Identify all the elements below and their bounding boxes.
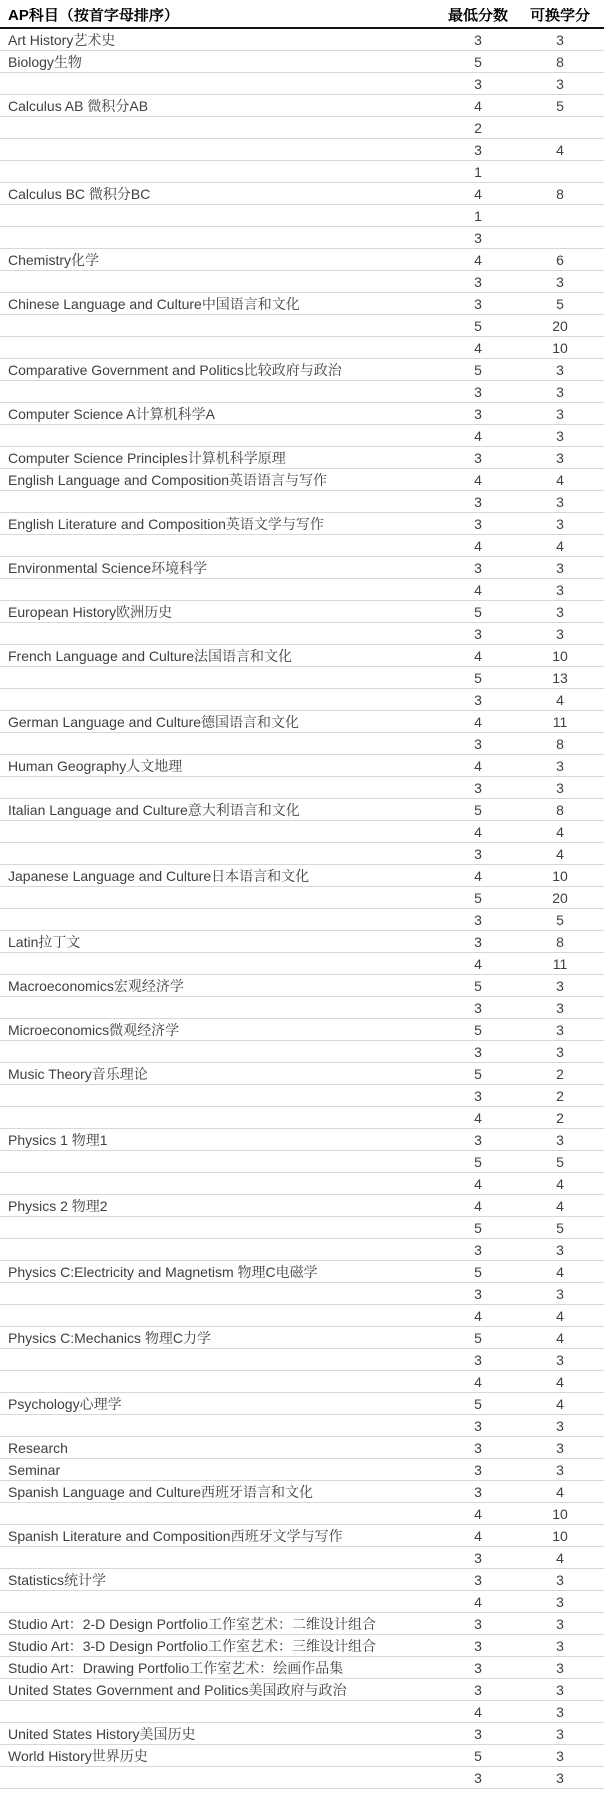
cell-subject: English Literature and Composition英语文学与写作 bbox=[8, 515, 324, 532]
cell-credits: 3 bbox=[556, 449, 564, 466]
cell-credits: 3 bbox=[556, 603, 564, 620]
cell-credits: 3 bbox=[556, 405, 564, 422]
cell-min-score: 3 bbox=[474, 1351, 482, 1368]
table-row bbox=[0, 491, 604, 513]
table-row bbox=[0, 1305, 604, 1327]
cell-credits: 10 bbox=[552, 1505, 568, 1522]
cell-subject: Calculus AB 微积分AB bbox=[8, 97, 149, 114]
cell-min-score: 4 bbox=[474, 1175, 482, 1192]
cell-subject: Physics C:Mechanics 物理C力学 bbox=[8, 1329, 212, 1346]
cell-subject: Human Geography人文地理 bbox=[8, 757, 183, 774]
cell-subject: Microeconomics微观经济学 bbox=[8, 1021, 180, 1038]
cell-credits: 3 bbox=[556, 581, 564, 598]
cell-min-score: 4 bbox=[474, 251, 482, 268]
cell-credits: 3 bbox=[556, 1351, 564, 1368]
cell-min-score: 5 bbox=[474, 1395, 482, 1412]
table-row bbox=[0, 161, 604, 183]
table-row bbox=[0, 293, 604, 315]
cell-credits: 3 bbox=[556, 625, 564, 642]
cell-credits: 3 bbox=[556, 273, 564, 290]
table-row bbox=[0, 1679, 604, 1701]
cell-credits: 4 bbox=[556, 1483, 564, 1500]
table-row bbox=[0, 1063, 604, 1085]
cell-credits: 10 bbox=[552, 867, 568, 884]
cell-min-score: 4 bbox=[474, 471, 482, 488]
table-row bbox=[0, 1723, 604, 1745]
cell-credits: 13 bbox=[552, 669, 568, 686]
table-row bbox=[0, 73, 604, 95]
cell-min-score: 4 bbox=[474, 1527, 482, 1544]
table-row bbox=[0, 1701, 604, 1723]
cell-credits: 20 bbox=[552, 889, 568, 906]
table-row bbox=[0, 337, 604, 359]
table-row bbox=[0, 1767, 604, 1789]
cell-min-score: 4 bbox=[474, 713, 482, 730]
cell-credits: 3 bbox=[556, 1461, 564, 1478]
table-row bbox=[0, 1547, 604, 1569]
table-row bbox=[0, 799, 604, 821]
table-body bbox=[0, 29, 604, 1789]
table-row bbox=[0, 1591, 604, 1613]
cell-subject: Chemistry化学 bbox=[8, 251, 100, 268]
cell-credits: 3 bbox=[556, 1241, 564, 1258]
cell-min-score: 3 bbox=[474, 31, 482, 48]
cell-min-score: 5 bbox=[474, 1021, 482, 1038]
table-row bbox=[0, 1151, 604, 1173]
cell-subject: Art History艺术史 bbox=[8, 31, 116, 48]
cell-credits: 3 bbox=[556, 1571, 564, 1588]
cell-min-score: 4 bbox=[474, 955, 482, 972]
cell-credits: 8 bbox=[556, 735, 564, 752]
cell-subject: World History世界历史 bbox=[8, 1747, 148, 1764]
cell-credits: 3 bbox=[556, 31, 564, 48]
cell-credits: 3 bbox=[556, 427, 564, 444]
cell-min-score: 3 bbox=[474, 735, 482, 752]
cell-credits: 2 bbox=[556, 1065, 564, 1082]
cell-min-score: 4 bbox=[474, 823, 482, 840]
cell-subject: Computer Science A计算机科学A bbox=[8, 405, 215, 422]
table-row bbox=[0, 909, 604, 931]
table-row bbox=[0, 205, 604, 227]
cell-credits: 3 bbox=[556, 1769, 564, 1786]
cell-credits: 3 bbox=[556, 1681, 564, 1698]
cell-credits: 4 bbox=[556, 471, 564, 488]
cell-credits: 3 bbox=[556, 493, 564, 510]
cell-subject: Environmental Science环境科学 bbox=[8, 559, 208, 576]
cell-credits: 3 bbox=[556, 1285, 564, 1302]
table-row bbox=[0, 1415, 604, 1437]
cell-subject: Macroeconomics宏观经济学 bbox=[8, 977, 184, 994]
cell-credits: 8 bbox=[556, 53, 564, 70]
cell-min-score: 3 bbox=[474, 75, 482, 92]
cell-credits: 6 bbox=[556, 251, 564, 268]
cell-min-score: 3 bbox=[474, 1131, 482, 1148]
cell-credits: 4 bbox=[556, 1395, 564, 1412]
cell-min-score: 4 bbox=[474, 1593, 482, 1610]
table-row bbox=[0, 1019, 604, 1041]
table-row bbox=[0, 381, 604, 403]
table-row bbox=[0, 117, 604, 139]
cell-credits: 4 bbox=[556, 1549, 564, 1566]
table-row bbox=[0, 403, 604, 425]
table-row bbox=[0, 623, 604, 645]
table-row bbox=[0, 645, 604, 667]
table-row bbox=[0, 227, 604, 249]
cell-credits: 8 bbox=[556, 185, 564, 202]
cell-credits: 5 bbox=[556, 1219, 564, 1236]
cell-min-score: 3 bbox=[474, 1571, 482, 1588]
table-row bbox=[0, 1745, 604, 1767]
cell-min-score: 3 bbox=[474, 1725, 482, 1742]
table-row bbox=[0, 865, 604, 887]
cell-subject: English Language and Composition英语语言与写作 bbox=[8, 471, 328, 488]
cell-min-score: 3 bbox=[474, 273, 482, 290]
cell-min-score: 3 bbox=[474, 1461, 482, 1478]
cell-credits: 2 bbox=[556, 1109, 564, 1126]
cell-credits: 11 bbox=[552, 955, 568, 972]
table-row bbox=[0, 755, 604, 777]
cell-min-score: 3 bbox=[474, 1659, 482, 1676]
cell-credits: 11 bbox=[552, 713, 568, 730]
cell-min-score: 3 bbox=[474, 1087, 482, 1104]
cell-credits: 3 bbox=[556, 1417, 564, 1434]
cell-min-score: 3 bbox=[474, 1439, 482, 1456]
cell-min-score: 5 bbox=[474, 1065, 482, 1082]
cell-min-score: 4 bbox=[474, 1109, 482, 1126]
cell-min-score: 3 bbox=[474, 449, 482, 466]
cell-subject: European History欧洲历史 bbox=[8, 603, 173, 620]
table-row bbox=[0, 1173, 604, 1195]
cell-min-score: 3 bbox=[474, 999, 482, 1016]
cell-min-score: 4 bbox=[474, 757, 482, 774]
column-header-subject: AP科目（按首字母排序） bbox=[8, 7, 179, 24]
cell-credits: 8 bbox=[556, 801, 564, 818]
table-row bbox=[0, 667, 604, 689]
table-row bbox=[0, 1481, 604, 1503]
cell-credits: 3 bbox=[556, 559, 564, 576]
cell-credits: 10 bbox=[552, 1527, 568, 1544]
table-row bbox=[0, 249, 604, 271]
cell-min-score: 4 bbox=[474, 867, 482, 884]
cell-subject: Psychology心理学 bbox=[8, 1395, 122, 1412]
cell-credits: 3 bbox=[556, 1725, 564, 1742]
cell-min-score: 3 bbox=[474, 1769, 482, 1786]
cell-min-score: 5 bbox=[474, 1219, 482, 1236]
table-row bbox=[0, 51, 604, 73]
cell-min-score: 3 bbox=[474, 1615, 482, 1632]
cell-credits: 4 bbox=[556, 1307, 564, 1324]
table-row bbox=[0, 1393, 604, 1415]
cell-min-score: 5 bbox=[474, 1263, 482, 1280]
table-row bbox=[0, 447, 604, 469]
cell-min-score: 5 bbox=[474, 801, 482, 818]
cell-min-score: 3 bbox=[474, 515, 482, 532]
cell-credits: 3 bbox=[556, 757, 564, 774]
cell-min-score: 5 bbox=[474, 361, 482, 378]
cell-credits: 3 bbox=[556, 1043, 564, 1060]
cell-credits: 3 bbox=[556, 361, 564, 378]
cell-min-score: 3 bbox=[474, 493, 482, 510]
cell-subject: Computer Science Principles计算机科学原理 bbox=[8, 449, 286, 466]
cell-min-score: 4 bbox=[474, 1505, 482, 1522]
cell-subject: Studio Art：3-D Design Portfolio工作室艺术：三维设计组合 bbox=[8, 1637, 376, 1654]
cell-min-score: 3 bbox=[474, 1043, 482, 1060]
table-row bbox=[0, 821, 604, 843]
table-row bbox=[0, 1283, 604, 1305]
cell-min-score: 4 bbox=[474, 1703, 482, 1720]
cell-min-score: 3 bbox=[474, 1285, 482, 1302]
table-row bbox=[0, 931, 604, 953]
cell-credits: 4 bbox=[556, 1175, 564, 1192]
cell-credits: 4 bbox=[556, 691, 564, 708]
cell-min-score: 3 bbox=[474, 779, 482, 796]
cell-credits: 3 bbox=[556, 75, 564, 92]
cell-subject: United States Government and Politics美国政府与政治 bbox=[8, 1681, 347, 1698]
cell-min-score: 4 bbox=[474, 1373, 482, 1390]
cell-min-score: 5 bbox=[474, 1329, 482, 1346]
cell-credits: 3 bbox=[556, 999, 564, 1016]
cell-subject: Music Theory音乐理论 bbox=[8, 1065, 148, 1082]
cell-credits: 3 bbox=[556, 1637, 564, 1654]
cell-credits: 3 bbox=[556, 383, 564, 400]
column-header-min-score: 最低分数 bbox=[447, 7, 508, 24]
cell-subject: Chinese Language and Culture中国语言和文化 bbox=[8, 295, 300, 312]
table-row bbox=[0, 1085, 604, 1107]
table-row bbox=[0, 1657, 604, 1679]
table-row bbox=[0, 1525, 604, 1547]
cell-min-score: 3 bbox=[474, 229, 482, 246]
cell-credits: 3 bbox=[556, 977, 564, 994]
table-row bbox=[0, 1613, 604, 1635]
cell-min-score: 4 bbox=[474, 581, 482, 598]
cell-credits: 20 bbox=[552, 317, 568, 334]
cell-min-score: 5 bbox=[474, 1153, 482, 1170]
column-header-credits: 可换学分 bbox=[529, 7, 590, 24]
cell-min-score: 5 bbox=[474, 53, 482, 70]
cell-subject: Comparative Government and Politics比较政府与政治 bbox=[8, 361, 342, 378]
cell-min-score: 2 bbox=[474, 119, 482, 136]
cell-subject: German Language and Culture德国语言和文化 bbox=[8, 713, 300, 730]
cell-credits: 3 bbox=[556, 1439, 564, 1456]
table-row bbox=[0, 843, 604, 865]
cell-min-score: 5 bbox=[474, 977, 482, 994]
cell-min-score: 3 bbox=[474, 559, 482, 576]
cell-min-score: 5 bbox=[474, 889, 482, 906]
table-row bbox=[0, 975, 604, 997]
cell-subject: Italian Language and Culture意大利语言和文化 bbox=[8, 801, 300, 818]
cell-subject: Statistics统计学 bbox=[8, 1571, 107, 1588]
cell-credits: 3 bbox=[556, 779, 564, 796]
cell-subject: Physics 1 物理1 bbox=[8, 1131, 108, 1148]
table-row bbox=[0, 359, 604, 381]
table-row bbox=[0, 29, 604, 51]
table-row bbox=[0, 1437, 604, 1459]
table-row bbox=[0, 557, 604, 579]
cell-subject: Research bbox=[8, 1439, 68, 1456]
table-row bbox=[0, 1349, 604, 1371]
table-row bbox=[0, 711, 604, 733]
cell-subject: Spanish Language and Culture西班牙语言和文化 bbox=[8, 1483, 314, 1500]
table-row bbox=[0, 953, 604, 975]
cell-subject: Biology生物 bbox=[8, 53, 82, 70]
cell-credits: 4 bbox=[556, 537, 564, 554]
cell-credits: 5 bbox=[556, 1153, 564, 1170]
table-row bbox=[0, 1041, 604, 1063]
table-row bbox=[0, 315, 604, 337]
cell-credits: 4 bbox=[556, 1197, 564, 1214]
cell-credits: 3 bbox=[556, 1747, 564, 1764]
table-row bbox=[0, 469, 604, 491]
table-row bbox=[0, 1239, 604, 1261]
table-row bbox=[0, 1327, 604, 1349]
cell-subject: Calculus BC 微积分BC bbox=[8, 185, 151, 202]
table-row bbox=[0, 1569, 604, 1591]
table-row bbox=[0, 183, 604, 205]
table-row bbox=[0, 1635, 604, 1657]
cell-credits: 4 bbox=[556, 823, 564, 840]
cell-credits: 5 bbox=[556, 97, 564, 114]
cell-min-score: 3 bbox=[474, 625, 482, 642]
cell-min-score: 3 bbox=[474, 933, 482, 950]
cell-min-score: 3 bbox=[474, 141, 482, 158]
cell-min-score: 4 bbox=[474, 97, 482, 114]
cell-min-score: 4 bbox=[474, 427, 482, 444]
table-row bbox=[0, 1371, 604, 1393]
cell-credits: 3 bbox=[556, 1703, 564, 1720]
cell-subject: Japanese Language and Culture日本语言和文化 bbox=[8, 867, 310, 884]
cell-credits: 3 bbox=[556, 515, 564, 532]
cell-credits: 4 bbox=[556, 845, 564, 862]
table-row bbox=[0, 1261, 604, 1283]
table-row bbox=[0, 1459, 604, 1481]
cell-min-score: 3 bbox=[474, 691, 482, 708]
cell-credits: 4 bbox=[556, 1263, 564, 1280]
table-row bbox=[0, 1503, 604, 1525]
cell-min-score: 4 bbox=[474, 1307, 482, 1324]
cell-min-score: 3 bbox=[474, 1241, 482, 1258]
cell-credits: 3 bbox=[556, 1659, 564, 1676]
cell-subject: Physics C:Electricity and Magnetism 物理C电磁学 bbox=[8, 1263, 318, 1280]
table-row bbox=[0, 1129, 604, 1151]
cell-credits: 3 bbox=[556, 1021, 564, 1038]
cell-credits: 2 bbox=[556, 1087, 564, 1104]
cell-credits: 8 bbox=[556, 933, 564, 950]
cell-subject: Spanish Literature and Composition西班牙文学与写作 bbox=[8, 1527, 343, 1544]
cell-credits: 5 bbox=[556, 295, 564, 312]
cell-credits: 3 bbox=[556, 1593, 564, 1610]
table-row bbox=[0, 139, 604, 161]
cell-credits: 5 bbox=[556, 911, 564, 928]
cell-min-score: 3 bbox=[474, 1549, 482, 1566]
table-row bbox=[0, 513, 604, 535]
cell-min-score: 1 bbox=[474, 163, 482, 180]
cell-min-score: 4 bbox=[474, 647, 482, 664]
cell-min-score: 3 bbox=[474, 383, 482, 400]
cell-credits: 4 bbox=[556, 1329, 564, 1346]
cell-min-score: 1 bbox=[474, 207, 482, 224]
cell-subject: Latin拉丁文 bbox=[8, 933, 81, 950]
cell-subject: Physics 2 物理2 bbox=[8, 1197, 108, 1214]
table-row bbox=[0, 425, 604, 447]
cell-min-score: 3 bbox=[474, 1681, 482, 1698]
cell-subject: French Language and Culture法国语言和文化 bbox=[8, 647, 293, 664]
table-row bbox=[0, 579, 604, 601]
table-row bbox=[0, 535, 604, 557]
cell-subject: United States History美国历史 bbox=[8, 1725, 196, 1742]
table-row bbox=[0, 271, 604, 293]
table-row bbox=[0, 1217, 604, 1239]
table-row bbox=[0, 95, 604, 117]
cell-credits: 10 bbox=[552, 339, 568, 356]
table-row bbox=[0, 689, 604, 711]
cell-credits: 4 bbox=[556, 1373, 564, 1390]
table-row bbox=[0, 733, 604, 755]
table-row bbox=[0, 777, 604, 799]
cell-credits: 3 bbox=[556, 1615, 564, 1632]
cell-credits: 3 bbox=[556, 1131, 564, 1148]
table-row bbox=[0, 1195, 604, 1217]
cell-min-score: 4 bbox=[474, 339, 482, 356]
cell-min-score: 3 bbox=[474, 1637, 482, 1654]
cell-subject: Studio Art：Drawing Portfolio工作室艺术：绘画作品集 bbox=[8, 1659, 344, 1676]
cell-min-score: 4 bbox=[474, 1197, 482, 1214]
cell-subject: Studio Art：2-D Design Portfolio工作室艺术：二维设计组合 bbox=[8, 1615, 376, 1632]
cell-min-score: 4 bbox=[474, 537, 482, 554]
cell-min-score: 3 bbox=[474, 911, 482, 928]
table-row bbox=[0, 997, 604, 1019]
cell-min-score: 3 bbox=[474, 1417, 482, 1434]
cell-credits: 10 bbox=[552, 647, 568, 664]
cell-min-score: 5 bbox=[474, 669, 482, 686]
table-row bbox=[0, 601, 604, 623]
table-row bbox=[0, 1107, 604, 1129]
cell-min-score: 5 bbox=[474, 1747, 482, 1764]
cell-min-score: 3 bbox=[474, 1483, 482, 1500]
cell-min-score: 3 bbox=[474, 845, 482, 862]
cell-min-score: 3 bbox=[474, 295, 482, 312]
table-row bbox=[0, 887, 604, 909]
cell-min-score: 5 bbox=[474, 603, 482, 620]
table-header bbox=[0, 0, 604, 29]
cell-credits: 4 bbox=[556, 141, 564, 158]
cell-min-score: 4 bbox=[474, 185, 482, 202]
cell-min-score: 3 bbox=[474, 405, 482, 422]
cell-subject: Seminar bbox=[8, 1461, 61, 1478]
cell-min-score: 5 bbox=[474, 317, 482, 334]
